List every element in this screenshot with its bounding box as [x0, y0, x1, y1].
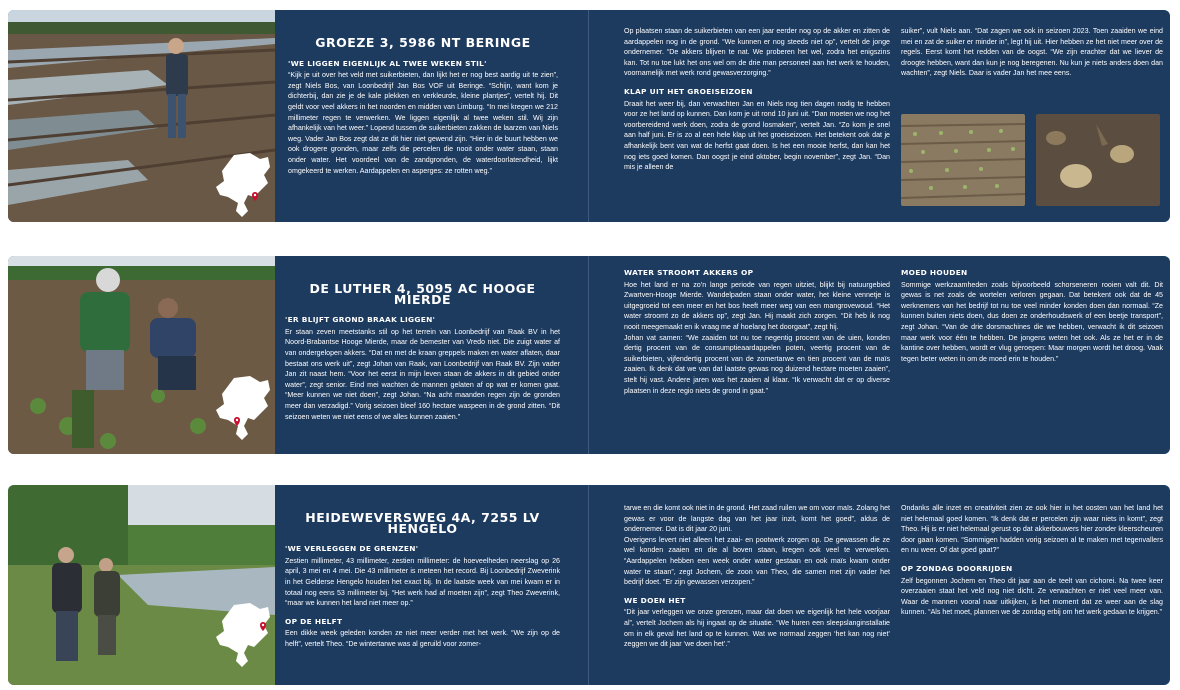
article-subheading: OP ZONDAG DOORRIJDEN — [901, 563, 1013, 573]
article-subheading: WATER STROOMT AKKERS OP — [624, 268, 754, 277]
article-panel-hengelo — [8, 485, 1170, 685]
article-paragraph: “Kijk je uit over het veld met suikerbieten, dan lijkt het er nog best aardig uit te zien”, zegt Niels Bos, van Loonbedrijf Jan Bos VOF uit Beringe. “Schijn, want kom je dichterbij, dan zie je de kale plekken en verkleurde, kleine plantjes”, vertelt hij. Dit geldt voor veel akkers in het noorden en midden van Limburg. “In mei kregen we 212 millimeter regen te verwerken. We liggen eigenlijk al twee weken stil. Wij zijn afhankelijk van het weer.” Lopend tussen de suikerbieten zakken de laarzen van Niels weg. Vader Jan Bos zegt dat ze dit hier niet gewend zijn. “Hier in de buurt hebben we ook drogere gronden, maar zelfs die percelen die nooit onder water staan, staan onder water. Het voordeel van de zandgronden, de waterdoorlatendheid, lijkt omgekeerd te werken. Aardappelen en asperges: ze rotten weg.” — [288, 71, 558, 175]
column-divider — [588, 10, 589, 222]
column-2 — [624, 268, 890, 396]
article-subheading: WE DOEN HET — [624, 595, 686, 605]
column-divider — [588, 485, 589, 685]
article-title: DE LUTHER 4, 5095 AC HOOGE MIERDE — [309, 281, 536, 307]
article-paragraph: Zestien millimeter, 43 millimeter, zestien millimeter: de hoeveelheden neerslag op 26 april, 3 mei en 4 mei. Die 43 millimeter is meteen het record. Bij Loonbedrijf Zweverink in het Gelderse Hengelo houden het exact bij. In de laatste week van mei kwam er in totaal nog eens 53 millimeter bij. “Het werk had af moeten zijn”, zegt Theo Zweverink, “maar we kunnen het land niet meer op.” — [285, 556, 560, 608]
article-paragraph: suiker”, vult Niels aan. “Dat zagen we ook in seizoen 2023. Toen zaaiden we eind mei en zat de suiker er minder in”, legt hij uit. Hier hebben ze het niet meer over de regels. Eerst komt het redden van de oogst. “We zijn erachter dat we liever de droogte hebben, want dan kun je nog beregenen. Nu kun je niets anders doen dan wachten”, zegt Niels. Daar is vader Jan het mee eens. — [901, 27, 1163, 78]
column-divider — [588, 256, 589, 454]
article-title: HEIDEWEVERSWEG 4A, 7255 LV HENGELO — [305, 510, 540, 536]
article-paragraph: Een dikke week geleden konden ze niet meer verder met het werk. “We zijn op de helft”, vertelt Theo. “De wintertarwe was al geruild voor zomer- — [285, 629, 560, 648]
article-subheading: OP DE HELFT — [285, 616, 343, 626]
article-panel-hooge-mierde — [8, 256, 1170, 454]
netherlands-map-icon — [214, 601, 272, 669]
article-paragraph: Draait het weer bij, dan verwachten Jan en Niels nog tien dagen nodig te hebben voor ze het land op kunnen. Dan kom je uit rond 10 juni uit. “Dan moeten we nog het voorbereidend werk doen, zodra de grond losmaken”, vertelt Jan. “Zo kom je snel aan half juni. Er is zo al een hele klap uit het groeiseizoen. Het betekent ook dat je afhankelijk bent van wat de herfst gaat doen. Is het een mooie herfst, dan kan het nog iets goed komen. Dan oogst je eind oktober, begin november”, zegt Jan. “Dan mis je alleen de — [624, 99, 890, 172]
column-2 — [624, 503, 890, 650]
column-1 — [285, 510, 560, 650]
netherlands-map-icon — [214, 151, 272, 219]
article-paragraph: Ondanks alle inzet en creativiteit zien ze ook hier in het oosten van het land het niet helemaal goed komen. “Ik denk dat er percelen zijn waar niets in komt”, zegt Theo. Hij is er niet helemaal gerust op dat akkerbouwers hier zonder kleerscheuren door gaan komen. “Sommigen hadden vorig seizoen al te maken met tegenvallers en nu weer. Of dat goed gaat?” — [901, 504, 1163, 555]
article-subheading: 'WE VERLEGGEN DE GRENZEN' — [285, 544, 419, 554]
article-paragraph: “Dit jaar verleggen we onze grenzen, maar dat doen we eigenlijk het hele voorjaar al”, vertelt Jochem als hij ingaat op de situatie. “We huren een sleepslanginstallatie om in elk geval het land op te kunnen. Wat we normaal zeggen ‘het kan nog niet’ zeggen we dit jaar ‘we doen het’.” — [624, 608, 890, 649]
column-3 — [901, 503, 1163, 618]
article-panel-beringe — [8, 10, 1170, 222]
article-paragraph: Er staan zeven meetstanks stil op het terrein van Loonbedrijf van Raak BV in het Noord-Brabantse Hooge Mierde, maar de bemester van Vredo niet. Die zuigt water af van ondergelopen akkers. “Dat en met de kraan greppels maken en water aflaten, daar bestaat ons werk uit”, zegt Johan van Raak, van Loonbedrijf van Raak BV. Zijn vader Jan zit naast hem. “Voor het eerst in mijn leven staan de akkers in dit gebied onder water”, zegt senior. Eind mei wachten de mannen gelaten af op wat er komen gaat. “Meer kunnen we niet doen”, zegt Johan. “Na acht maanden regen zijn de gronden meer dan verzadigd.” Vorig seizoen bleef 160 hectare waspeen in de grond zitten. “Dit seizoen weten we niet eens of we alles kunnen zaaien.” — [285, 327, 560, 421]
article-paragraph: Zelf begonnen Jochem en Theo dit jaar aan de teelt van cichorei. Na twee keer overzaaien staat het veld nog niet dicht. Ze verwachten er niet veel meer van. Waar de mannen vooral naar uitkijken, is het moment dat ze weer aan de slag kunnen. “Als het moet, plannen we de zondag erbij om het werk gedaan te krijgen.” — [901, 576, 1163, 617]
column-3 — [901, 26, 1163, 79]
column-1 — [285, 281, 560, 422]
column-2 — [624, 26, 890, 173]
article-subheading: 'WE LIGGEN EIGENLIJK AL TWEE WEKEN STIL' — [288, 58, 487, 68]
article-paragraph: Sommige werkzaamheden zoals bijvoorbeeld schorseneren rooien valt dit. Dit gewas is net zoals de wortelen verloren gegaan. Dat betekent ook dat de 45 werknemers van het bedrijf tot nu toe veel minder konden doen dan normaal. “Ze kunnen buiten niets doen, dus doen ze onderhoudswerk of een beetje transport”, zegt Johan. “Van de drie dorsmachines die we hebben, verwacht ik dit seizoen maar werk voor één te hebben. De jongens weten het ook. Als ze het er in de kantine over hebben, wordt er vlug geroepen: Maar morgen wordt het droog. Vaak tegen beter weten in om de moed erin te houden.” — [901, 280, 1163, 363]
column-1 — [288, 35, 558, 176]
netherlands-map-icon — [214, 374, 272, 442]
photo-rotting-beets — [1036, 114, 1160, 206]
article-paragraph: tarwe en die komt ook niet in de grond. Het zaad ruilen we om voor maïs. Zolang het gewas er voor de langste dag van het jaar inzit, komt het goed”, aldus de ondernemer. Dat is dit jaar 20 juni. Overigens levert niet alleen het zaai- en pootwerk zorgen op. De gewassen die ze wel konden zaaien en die al boven staan, kregen ook veel te verwerken. “Aardappelen hebben een week onder water gestaan en ook maïs kwam onder water te staan”, zegt Jochem, de zoon van Theo, die samen met zijn vader het bedrijf doet. “Er zijn gewassen verzopen.” — [624, 504, 890, 587]
photo-beet-seedlings — [901, 114, 1025, 206]
article-paragraph: Op plaatsen staan de suikerbieten van een jaar eerder nog op de akker en zitten de aardappelen nog in de grond. “We kunnen er nog steeds niet op”, vertelt de jonge ondernemer. “De akkers blijven te nat. We proberen het wel, zodra het enigszins kan. Tot nu toe lukt het ons wel om de drie man personeel aan het werk te houden, voornamelijk met werk rond gewasverzorging.” — [624, 27, 890, 78]
article-title: GROEZE 3, 5986 NT BERINGE — [315, 35, 531, 50]
article-subheading: 'ER BLIJFT GROND BRAAK LIGGEN' — [285, 315, 436, 325]
article-subheading: KLAP UIT HET GROEISEIZOEN — [624, 86, 753, 96]
article-subheading: MOED HOUDEN — [901, 268, 968, 277]
column-3 — [901, 268, 1163, 364]
article-paragraph: Hoe het land er na zo’n lange periode van regen uitziet, blijkt bij natuurgebied Zwartven-Hooge Mierde. Wandelpaden staan onder water, het kleine vennetje is uitgegroeid tot een meer en het bos heeft meer weg van een mangrovewoud. “Het water stroomt zo de akkers op”, zegt Jan. Hij maakt zich zorgen. “Dit heb ik nog nooit meegemaakt en ik vraag me af hoelang het doorgaat”, zegt hij. Johan vat samen: “We zaaiden tot nu toe negentig procent van de uien, konden dertig procent van de consumptieaardappelen poten, veertig procent van de suikerbieten, vijfendertig procent van de zomertarwe en tien procent van de maïs zaaien. Ik denk dat we van dat laatste gewas nog duizend hectare moeten zaaien”, stelt hij vast. Andere jaren was het zaaien al klaar. “Ik verwacht dat er op diverse plaatsen in deze regio niets de grond in gaat.” — [624, 280, 890, 395]
